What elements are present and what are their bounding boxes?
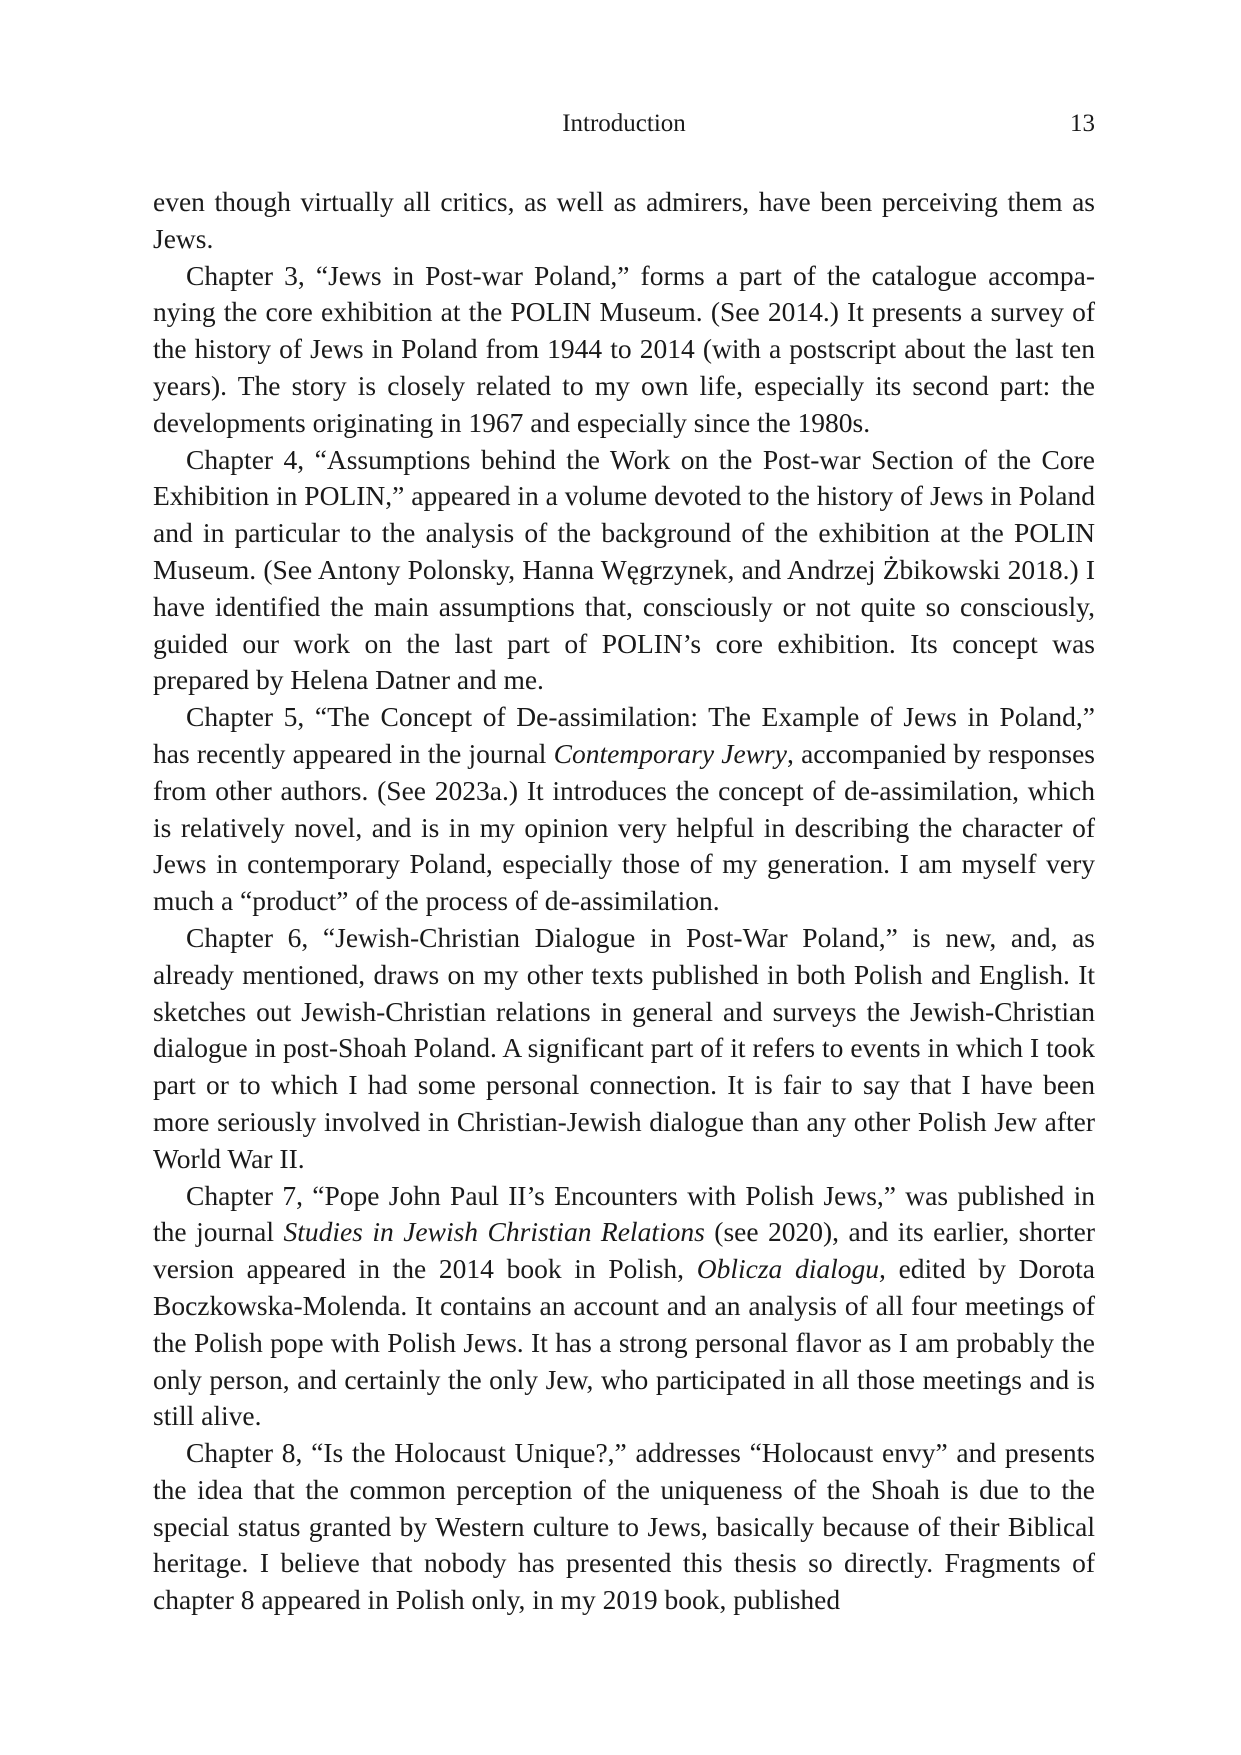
paragraph-chapter-8: Chapter 8, “Is the Holocaust Unique?,” addresses “Holocaust envy” and presents the idea that the common perception of the uniqueness of the Shoah is due to the special status granted by Western culture to Jews, basically because of their Biblical heritage. I believe that nobody has presented this thesis so directly. Fragments of chapter 8 appeared in Polish only, in my 2019 book, published [153,1437,1095,1616]
running-title: Introduction [562,110,686,137]
book-title: Oblicza dialogu, [696,1253,886,1285]
paragraph-chapter-6: Chapter 6, “Jewish-Christian Dialogue in Post-War Poland,” is new, and, as already mentioned, draws on my other texts published in both Polish and English. It sketches out Jewish-Christian relations in general and surveys the Jewish-Christian dialogue in post-Shoah Poland. A significant part of it refers to events in which I took part or to which I had some personal connection. It is fair to say that I have been more seriously involved in Christian-Jewish dialogue than any other Polish Jew after World War II. [153,921,1095,1174]
paragraph-chapter-7 [153,1178,1095,1436]
text-run: , accompanied by responses from other authors. (See 2023a.) It introduces the concept of de-assimilation, which is relatively novel, and is in my opinion very helpful in describing the character of Jews in contemporary Poland, especially those of my generation. I am myself very much a “product” of the process of de-assimilation. [153,737,1095,917]
paragraph-continued: even though virtually all critics, as well as admirers, have been perceiving them as Jews. [153,186,1095,254]
paragraph-chapter-5 [153,699,1095,920]
journal-title: Studies in Jewish Christian Relations [283,1216,705,1248]
book-page [153,104,1095,1619]
journal-title: Contemporary Jewry [553,737,787,769]
running-header [153,104,1095,144]
page-number: 13 [1070,110,1095,137]
text-run: Chapter 7, “Pope John Paul II’s Encounters with Polish Jews,” was published in the journal [153,1179,1095,1248]
body-text [153,184,1095,1619]
paragraph-chapter-3: Chapter 3, “Jews in Post-war Poland,” forms a part of the catalogue accompanying the core exhibition at the POLIN Museum. (See 2014.) It presents a survey of the history of Jews in Poland from 1944 to 2014 (with a postscript about the last ten years). The story is closely related to my own life, especially its second part: the developments originating in 1967 and especially since the 1980s. [153,259,1095,438]
text-run: (see 2020), and its earlier, shorter version appeared in the 2014 book in Polish, [153,1216,1095,1285]
text-run: edited by Dorota Boczkowska-Molenda. It contains an account and an analysis of all four meetings of the Polish pope with Polish Jews. It has a strong personal flavor as I am probably the only person, and certainly the only Jew, who participated in all those meetings and is still alive. [153,1253,1095,1432]
text-run: Chapter 5, “The Concept of De-assimilation: The Example of Jews in Poland,” has recently appeared in the journal [153,701,1095,769]
paragraph-chapter-4: Chapter 4, “Assumptions behind the Work on the Post-war Section of the Core Exhibition in POLIN,” appeared in a volume devoted to the history of Jews in Poland and in particular to the analysis of the background of the exhibition at the POLIN Museum. (See Antony Polonsky, Hanna Węgrzynek, and Andrzej Żbikowski 2018.) I have identified the main assumptions that, consciously or not quite so consciously, guided our work on the last part of POLIN’s core exhibition. Its concept was prepared by Helena Datner and me. [153,443,1095,696]
